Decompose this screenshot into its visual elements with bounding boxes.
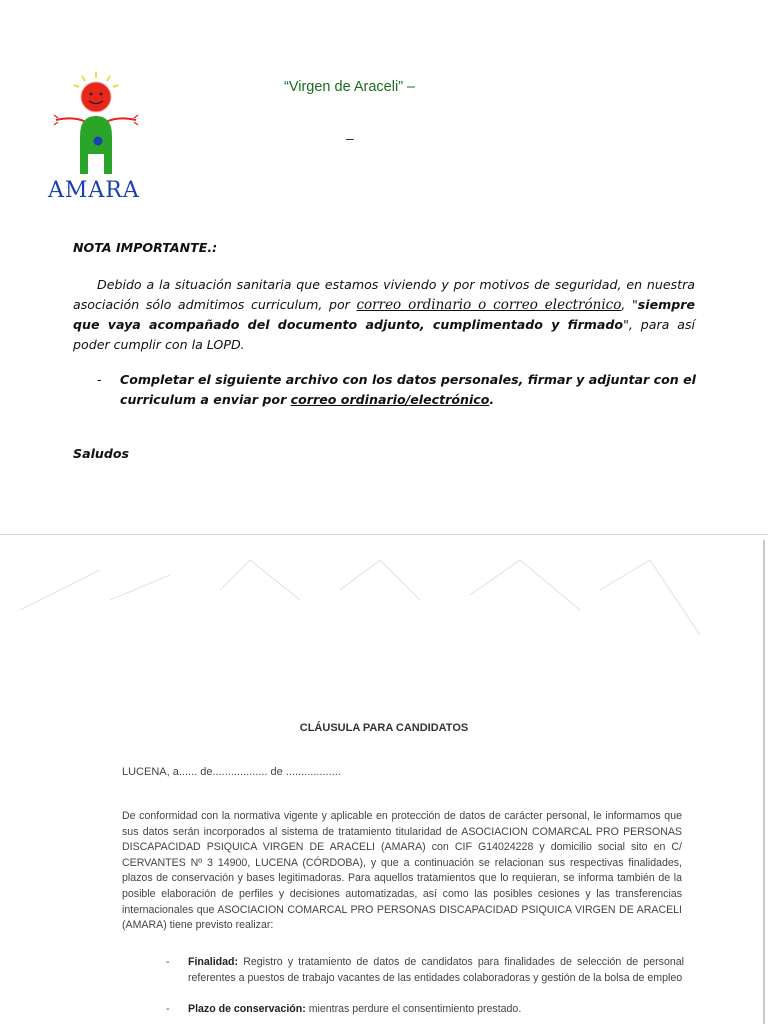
clause-bullet-text: mientras perdure el consentimiento prestado. bbox=[305, 1003, 522, 1015]
clause-bullet-text: Registro y tratamiento de datos de candidatos para finalidades de selección de personal referentes a puestos de trabajo vacantes de las entidades colaboradoras y gestión de la bolsa de empleo bbox=[188, 956, 684, 984]
title-dash: – bbox=[346, 130, 354, 146]
note-paragraph-part3: ", para así poder cumplir con la LOPD. bbox=[73, 317, 695, 352]
mail-methods-link: correo ordinario o correo electrónico bbox=[356, 296, 622, 313]
clause-bullet-finalidad bbox=[166, 955, 684, 986]
clause-bullet-dash: - bbox=[166, 1003, 170, 1015]
bullet-end: . bbox=[489, 391, 495, 407]
clause-heading: CLÁUSULA PARA CANDIDATOS bbox=[299, 722, 469, 734]
scan-artifact-marks bbox=[0, 540, 768, 660]
document-title: “Virgen de Araceli” – bbox=[284, 79, 416, 95]
clause-paragraph: De conformidad con la normativa vigente y aplicable en protección de datos de carácter personal, le informamos que sus datos serán incorporados al sistema de tratamiento titularidad de ASOCIACION COMARCAL PRO PERSONAS DISCAPACIDAD PSIQUICA VIRGEN DE ARACELI (AMARA) con CIF G14024228 y domicilio social sito en C/ CERVANTES Nº 3 14900, LUCENA (CÓRDOBA), y que a continuación se relacionan sus respectivas finalidades, plazos de conservación y bases legitimadoras. Para aquellos tratamientos que lo requieran, se informa también de la posible elaboración de perfiles y decisiones automatizadas, así como las posibles cesiones y las transferencias internacionales que ASOCIACION COMARCAL PRO PERSONAS DISCAPACIDAD PSIQUICA VIRGEN DE ARACELI (AMARA) tiene previsto realizar: bbox=[122, 810, 682, 932]
bullet-mail-link: correo ordinario/electrónico bbox=[290, 391, 490, 407]
clause-bullet-plazo bbox=[166, 1002, 684, 1018]
clause-bullet-label: Plazo de conservación: bbox=[188, 1003, 306, 1015]
bullet-text: Completar el siguiente archivo con los datos personales, firmar y adjuntar con el curriculum a enviar por bbox=[120, 372, 696, 407]
note-paragraph bbox=[73, 275, 695, 354]
note-heading: NOTA IMPORTANTE.: bbox=[73, 240, 218, 255]
note-paragraph-part2: , " bbox=[621, 296, 638, 312]
closing-text: Saludos bbox=[73, 446, 130, 461]
clause-bullet-dash: - bbox=[166, 956, 170, 968]
logo-text: AMARA bbox=[48, 178, 140, 203]
note-bullet bbox=[97, 370, 697, 409]
bullet-dash: - bbox=[97, 372, 102, 387]
clause-bullet-label: Finalidad: bbox=[188, 956, 239, 968]
place-date-line: LUCENA, a...... de.................. de .................. bbox=[122, 766, 341, 778]
note-paragraph-bold: siempre que vaya acompañado del documento adjunto, cumplimentado y firmado bbox=[73, 296, 695, 332]
scan-top-edge bbox=[0, 534, 768, 535]
logo-figure-icon bbox=[44, 70, 154, 180]
note-paragraph-part1: Debido a la situación sanitaria que estamos viviendo y por motivos de seguridad, en nuestra asociación sólo admitimos curriculum, por bbox=[73, 277, 695, 312]
